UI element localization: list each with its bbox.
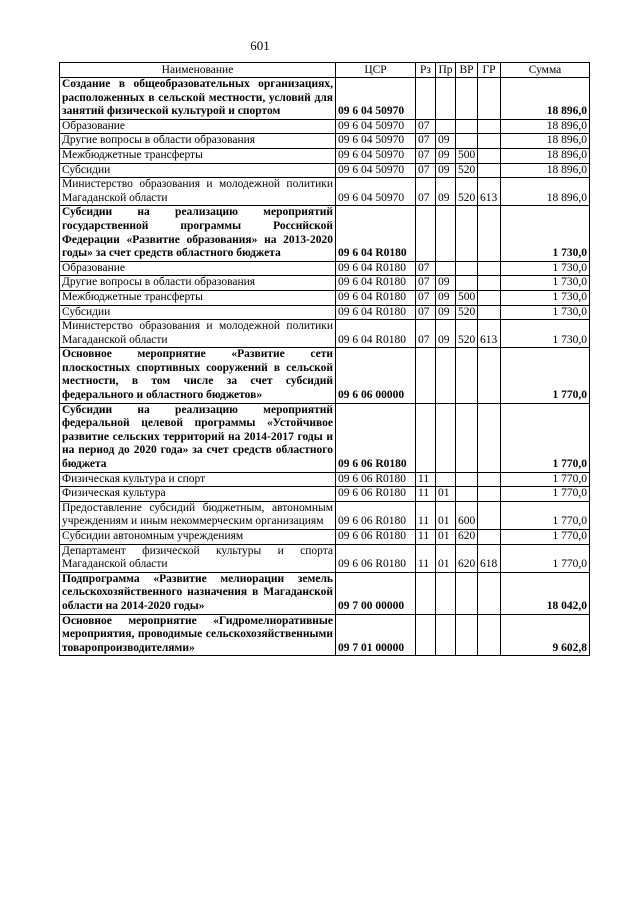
row-rz-cell: 07 [416, 134, 436, 149]
row-sum-cell: 1 730,0 [501, 276, 590, 291]
row-csr-cell: 09 6 04 50970 [336, 148, 416, 163]
budget-table [59, 62, 590, 656]
header-csr: ЦСР [336, 63, 416, 78]
row-sum-cell: 18 896,0 [501, 148, 590, 163]
table-row [60, 163, 590, 178]
table-row [60, 78, 590, 120]
row-sum-cell: 1 730,0 [501, 320, 590, 348]
row-rz-cell: 11 [416, 472, 436, 487]
row-sum-cell: 1 770,0 [501, 501, 590, 529]
row-rz-cell: 11 [416, 530, 436, 545]
row-csr-cell: 09 6 04 R0180 [336, 276, 416, 291]
row-rz-cell [416, 403, 436, 472]
row-rz-cell [416, 348, 436, 403]
table-row [60, 320, 590, 348]
row-rz-cell: 07 [416, 320, 436, 348]
row-vr-cell: 620 [456, 530, 478, 545]
row-gr-cell [478, 261, 501, 276]
row-pr-cell [436, 119, 456, 134]
table-row [60, 614, 590, 656]
row-pr-cell: 09 [436, 163, 456, 178]
row-sum-cell: 18 896,0 [501, 119, 590, 134]
header-gr: ГР [478, 63, 501, 78]
row-rz-cell: 07 [416, 305, 436, 320]
header-name: Наименование [60, 63, 336, 78]
table-row [60, 305, 590, 320]
row-vr-cell [456, 614, 478, 656]
table-row [60, 544, 590, 572]
row-name-cell: Субсидии на реализацию мероприятий государственной программы Российской Федерации «Развитие образования» на 2013-2020 годы» за счет средств областного бюджета [60, 206, 336, 261]
row-gr-cell [478, 403, 501, 472]
row-csr-cell: 09 6 04 R0180 [336, 261, 416, 276]
row-csr-cell: 09 7 01 00000 [336, 614, 416, 656]
row-name-cell: Департамент физической культуры и спорта Магаданской области [60, 544, 336, 572]
row-rz-cell: 07 [416, 163, 436, 178]
row-csr-cell: 09 6 06 R0180 [336, 487, 416, 502]
header-vr: ВР [456, 63, 478, 78]
table-row [60, 501, 590, 529]
row-name-cell: Образование [60, 261, 336, 276]
row-gr-cell [478, 305, 501, 320]
row-csr-cell: 09 6 04 R0180 [336, 206, 416, 261]
row-vr-cell [456, 487, 478, 502]
row-vr-cell [456, 134, 478, 149]
row-vr-cell [456, 472, 478, 487]
row-rz-cell [416, 206, 436, 261]
row-gr-cell [478, 290, 501, 305]
row-rz-cell [416, 614, 436, 656]
row-name-cell: Физическая культура и спорт [60, 472, 336, 487]
row-gr-cell [478, 530, 501, 545]
row-sum-cell: 18 896,0 [501, 78, 590, 120]
row-gr-cell [478, 276, 501, 291]
row-sum-cell: 18 896,0 [501, 163, 590, 178]
row-pr-cell [436, 472, 456, 487]
row-vr-cell [456, 572, 478, 614]
row-gr-cell [478, 614, 501, 656]
row-sum-cell: 1 770,0 [501, 530, 590, 545]
row-gr-cell [478, 348, 501, 403]
table-row [60, 403, 590, 472]
row-vr-cell: 520 [456, 163, 478, 178]
row-gr-cell [478, 487, 501, 502]
row-sum-cell: 1 730,0 [501, 305, 590, 320]
row-name-cell: Министерство образования и молодежной политики Магаданской области [60, 178, 336, 206]
row-sum-cell: 1 770,0 [501, 348, 590, 403]
row-rz-cell: 07 [416, 276, 436, 291]
row-rz-cell: 11 [416, 487, 436, 502]
row-name-cell: Другие вопросы в области образования [60, 134, 336, 149]
row-sum-cell: 18 896,0 [501, 178, 590, 206]
row-sum-cell: 1 770,0 [501, 403, 590, 472]
row-gr-cell [478, 472, 501, 487]
row-name-cell: Физическая культура [60, 487, 336, 502]
row-csr-cell: 09 6 04 50970 [336, 178, 416, 206]
header-sum: Сумма [501, 63, 590, 78]
row-vr-cell [456, 403, 478, 472]
row-csr-cell: 09 6 04 R0180 [336, 320, 416, 348]
table-row [60, 530, 590, 545]
row-gr-cell [478, 134, 501, 149]
row-sum-cell: 1 730,0 [501, 290, 590, 305]
row-name-cell: Образование [60, 119, 336, 134]
row-sum-cell: 1 730,0 [501, 261, 590, 276]
row-rz-cell: 07 [416, 290, 436, 305]
row-csr-cell: 09 6 04 50970 [336, 78, 416, 120]
row-name-cell: Создание в общеобразовательных организациях, расположенных в сельской местности, условий для занятий физической культурой и спортом [60, 78, 336, 120]
row-name-cell: Основное мероприятие «Гидромелиоративные мероприятия, проводимые сельскохозяйственными товаропроизводителями» [60, 614, 336, 656]
table-row [60, 178, 590, 206]
table-header-row [60, 63, 590, 78]
row-rz-cell: 07 [416, 261, 436, 276]
row-gr-cell: 618 [478, 544, 501, 572]
row-vr-cell [456, 119, 478, 134]
row-vr-cell: 620 [456, 544, 478, 572]
row-pr-cell [436, 261, 456, 276]
row-pr-cell: 09 [436, 178, 456, 206]
row-vr-cell: 500 [456, 148, 478, 163]
row-gr-cell: 613 [478, 320, 501, 348]
row-pr-cell: 09 [436, 320, 456, 348]
row-sum-cell: 1 770,0 [501, 487, 590, 502]
table-row [60, 487, 590, 502]
row-pr-cell: 01 [436, 501, 456, 529]
row-gr-cell [478, 501, 501, 529]
row-rz-cell: 11 [416, 501, 436, 529]
row-name-cell: Межбюджетные трансферты [60, 148, 336, 163]
row-rz-cell: 07 [416, 178, 436, 206]
row-pr-cell: 09 [436, 148, 456, 163]
row-pr-cell: 01 [436, 544, 456, 572]
table-row [60, 206, 590, 261]
row-vr-cell: 600 [456, 501, 478, 529]
row-gr-cell: 613 [478, 178, 501, 206]
row-sum-cell: 1 730,0 [501, 206, 590, 261]
table-row [60, 572, 590, 614]
table-row [60, 290, 590, 305]
row-name-cell: Субсидии автономным учреждениям [60, 530, 336, 545]
row-vr-cell [456, 276, 478, 291]
row-gr-cell [478, 148, 501, 163]
row-rz-cell [416, 572, 436, 614]
table-row [60, 134, 590, 149]
row-rz-cell [416, 78, 436, 120]
row-name-cell: Субсидии [60, 163, 336, 178]
row-pr-cell: 01 [436, 530, 456, 545]
row-pr-cell [436, 614, 456, 656]
row-csr-cell: 09 6 04 50970 [336, 163, 416, 178]
row-rz-cell: 07 [416, 119, 436, 134]
row-csr-cell: 09 6 06 R0180 [336, 501, 416, 529]
row-gr-cell [478, 206, 501, 261]
row-vr-cell: 520 [456, 178, 478, 206]
row-name-cell: Предоставление субсидий бюджетным, автономным учреждениям и иным некоммерческим организациям [60, 501, 336, 529]
row-csr-cell: 09 6 06 R0180 [336, 530, 416, 545]
row-vr-cell [456, 348, 478, 403]
row-csr-cell: 09 6 06 R0180 [336, 403, 416, 472]
table-row [60, 472, 590, 487]
row-vr-cell: 520 [456, 305, 478, 320]
row-csr-cell: 09 6 04 50970 [336, 119, 416, 134]
table-row [60, 348, 590, 403]
row-pr-cell [436, 206, 456, 261]
row-vr-cell [456, 261, 478, 276]
row-name-cell: Подпрограмма «Развитие мелиорации земель сельскохозяйственного назначения в Магаданской области на 2014-2020 годы» [60, 572, 336, 614]
row-gr-cell [478, 163, 501, 178]
row-gr-cell [478, 572, 501, 614]
row-pr-cell: 09 [436, 290, 456, 305]
row-pr-cell: 01 [436, 487, 456, 502]
row-name-cell: Субсидии на реализацию мероприятий федеральной целевой программы «Устойчивое развитие сельских территорий на 2014-2017 годы и на период до 2020 года» за счет средств областного бюджета [60, 403, 336, 472]
row-pr-cell [436, 78, 456, 120]
row-csr-cell: 09 6 04 50970 [336, 134, 416, 149]
row-pr-cell [436, 403, 456, 472]
row-sum-cell: 18 896,0 [501, 134, 590, 149]
row-pr-cell: 09 [436, 134, 456, 149]
row-vr-cell [456, 78, 478, 120]
row-sum-cell: 1 770,0 [501, 472, 590, 487]
row-vr-cell: 520 [456, 320, 478, 348]
row-sum-cell: 1 770,0 [501, 544, 590, 572]
row-name-cell: Основное мероприятие «Развитие сети плоскостных спортивных сооружений в сельской местности, в том числе за счет субсидий федерального и областного бюджетов» [60, 348, 336, 403]
row-csr-cell: 09 7 00 00000 [336, 572, 416, 614]
page-number: 601 [250, 38, 270, 53]
row-name-cell: Министерство образования и молодежной политики Магаданской области [60, 320, 336, 348]
row-gr-cell [478, 78, 501, 120]
row-pr-cell [436, 348, 456, 403]
table-row [60, 261, 590, 276]
row-csr-cell: 09 6 04 R0180 [336, 305, 416, 320]
row-csr-cell: 09 6 06 R0180 [336, 544, 416, 572]
row-name-cell: Другие вопросы в области образования [60, 276, 336, 291]
row-rz-cell: 07 [416, 148, 436, 163]
row-csr-cell: 09 6 06 00000 [336, 348, 416, 403]
row-rz-cell: 11 [416, 544, 436, 572]
header-pr: Пр [436, 63, 456, 78]
row-name-cell: Субсидии [60, 305, 336, 320]
row-csr-cell: 09 6 06 R0180 [336, 472, 416, 487]
row-vr-cell: 500 [456, 290, 478, 305]
row-pr-cell: 09 [436, 305, 456, 320]
table-body [60, 78, 590, 656]
row-gr-cell [478, 119, 501, 134]
table-row [60, 148, 590, 163]
row-sum-cell: 18 042,0 [501, 572, 590, 614]
header-rz: Рз [416, 63, 436, 78]
row-name-cell: Межбюджетные трансферты [60, 290, 336, 305]
table-row [60, 119, 590, 134]
row-csr-cell: 09 6 04 R0180 [336, 290, 416, 305]
row-pr-cell [436, 572, 456, 614]
row-pr-cell: 09 [436, 276, 456, 291]
table-row [60, 276, 590, 291]
row-sum-cell: 9 602,8 [501, 614, 590, 656]
row-vr-cell [456, 206, 478, 261]
